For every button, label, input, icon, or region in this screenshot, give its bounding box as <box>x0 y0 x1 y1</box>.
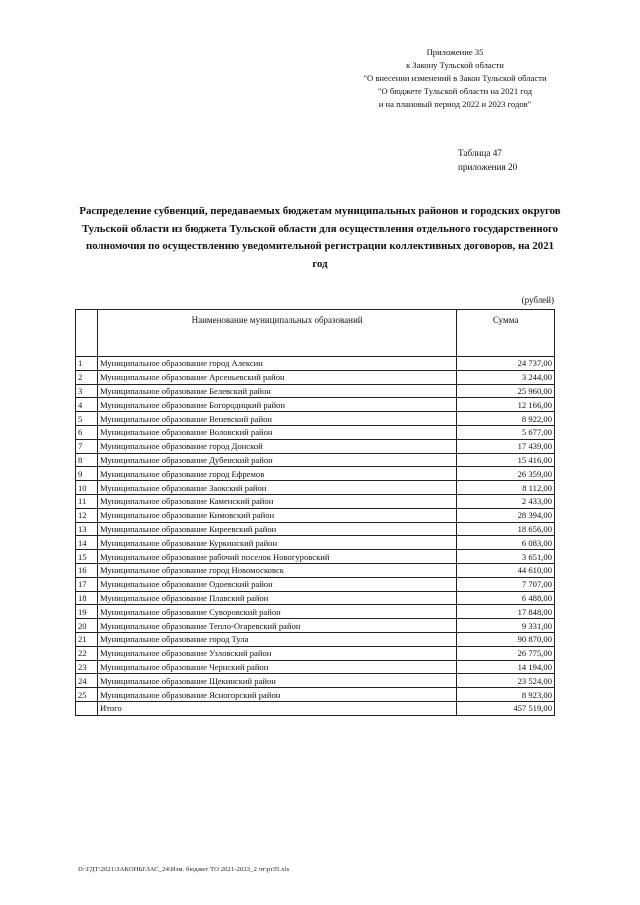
row-name: Муниципальное образование Киреевский район <box>97 522 456 536</box>
row-name: Муниципальное образование Ясногорский район <box>97 688 456 702</box>
row-name: Муниципальное образование город Ефремов <box>97 467 456 481</box>
row-name: Муниципальное образование Суворовский район <box>97 605 456 619</box>
table-row <box>76 370 555 384</box>
row-name: Муниципальное образование Заокский район <box>97 481 456 495</box>
row-sum: 8 112,00 <box>457 481 555 495</box>
row-number: 9 <box>76 467 98 481</box>
table-row <box>76 550 555 564</box>
row-name: Муниципальное образование Щекинский район <box>97 674 456 688</box>
row-number: 13 <box>76 522 98 536</box>
table-row <box>76 439 555 453</box>
row-sum: 26 359,00 <box>457 467 555 481</box>
row-sum: 17 848,00 <box>457 605 555 619</box>
row-number: 12 <box>76 508 98 522</box>
row-number: 16 <box>76 563 98 577</box>
row-name: Муниципальное образование Воловский район <box>97 425 456 439</box>
row-number: 7 <box>76 439 98 453</box>
table-row <box>76 674 555 688</box>
row-sum: 23 524,00 <box>457 674 555 688</box>
appendix-line-4: "О бюджете Тульской области на 2021 год <box>378 86 532 96</box>
row-number: 1 <box>76 357 98 371</box>
row-name: Муниципальное образование Белевский район <box>97 384 456 398</box>
row-number: 10 <box>76 481 98 495</box>
row-name: Муниципальное образование Арсеньевский район <box>97 370 456 384</box>
row-number: 11 <box>76 494 98 508</box>
row-number: 21 <box>76 632 98 646</box>
table-row <box>76 536 555 550</box>
table-row <box>76 522 555 536</box>
row-number: 18 <box>76 591 98 605</box>
row-name: Муниципальное образование город Алексин <box>97 357 456 371</box>
row-number: 14 <box>76 536 98 550</box>
table-row <box>76 467 555 481</box>
row-name: Муниципальное образование Узловский район <box>97 646 456 660</box>
row-sum: 6 488,00 <box>457 591 555 605</box>
table-header-row <box>76 310 555 357</box>
row-sum: 2 433,00 <box>457 494 555 508</box>
row-sum: 90 870,00 <box>457 632 555 646</box>
row-name: Муниципальное образование город Донской <box>97 439 456 453</box>
row-sum: 26 775,00 <box>457 646 555 660</box>
row-sum: 12 166,00 <box>457 398 555 412</box>
row-number: 3 <box>76 384 98 398</box>
units-label: (рублей) <box>521 295 554 305</box>
row-name: Муниципальное образование Кимовский район <box>97 508 456 522</box>
row-sum: 28 394,00 <box>457 508 555 522</box>
table-ref-line-2: приложения 20 <box>458 162 518 172</box>
row-name: Муниципальное образование Веневский район <box>97 412 456 426</box>
row-name: Муниципальное образование Куркинский район <box>97 536 456 550</box>
row-number: 19 <box>76 605 98 619</box>
row-sum: 18 656,00 <box>457 522 555 536</box>
row-sum: 3 651,00 <box>457 550 555 564</box>
table-row <box>76 508 555 522</box>
total-label: Итого <box>97 701 456 715</box>
row-sum: 17 439,00 <box>457 439 555 453</box>
table-row <box>76 453 555 467</box>
table-row <box>76 591 555 605</box>
row-number: 4 <box>76 398 98 412</box>
row-number: 17 <box>76 577 98 591</box>
table-row <box>76 660 555 674</box>
row-name: Муниципальное образование Каменский район <box>97 494 456 508</box>
row-name: Муниципальное образование Богородицкий район <box>97 398 456 412</box>
row-sum: 14 194,00 <box>457 660 555 674</box>
total-sum: 457 519,00 <box>457 701 555 715</box>
document-title: Распределение субвенций, передаваемых бюджетам муниципальных районов и городских округов Тульской области из бюджета Тульской области для осуществления отдельного государственного полномочия по осуществлению уведомительной регистрации коллективных договоров, на 2021 год <box>79 205 561 270</box>
row-number: 2 <box>76 370 98 384</box>
row-number: 22 <box>76 646 98 660</box>
row-number: 23 <box>76 660 98 674</box>
total-number <box>76 701 98 715</box>
table-row <box>76 357 555 371</box>
row-name: Муниципальное образование Плавский район <box>97 591 456 605</box>
header-name: Наименование муниципальных образований <box>97 310 456 357</box>
row-sum: 44 610,00 <box>457 563 555 577</box>
file-path-footer: D:\ГДТ\2021\ЗАКОНЫ\ЗАС_24\Изм. бюджет ТО 2021-2023_2 чт\pr35.xls <box>78 866 290 873</box>
row-sum: 25 960,00 <box>457 384 555 398</box>
table-row <box>76 577 555 591</box>
row-number: 25 <box>76 688 98 702</box>
table-row <box>76 646 555 660</box>
table-row <box>76 688 555 702</box>
table-row <box>76 481 555 495</box>
row-name: Муниципальное образование город Новомосковск <box>97 563 456 577</box>
row-name: Муниципальное образование Тепло-Огаревский район <box>97 619 456 633</box>
row-sum: 9 331,00 <box>457 619 555 633</box>
row-sum: 3 244,00 <box>457 370 555 384</box>
appendix-line-1: Приложение 35 <box>426 47 484 57</box>
row-sum: 7 707,00 <box>457 577 555 591</box>
table-reference <box>458 146 517 174</box>
table-row <box>76 563 555 577</box>
row-sum: 5 677,00 <box>457 425 555 439</box>
row-name: Муниципальное образование рабочий поселок Новогуровский <box>97 550 456 564</box>
row-sum: 24 737,00 <box>457 357 555 371</box>
total-row <box>76 701 555 715</box>
table-row <box>76 605 555 619</box>
row-sum: 8 923,00 <box>457 688 555 702</box>
row-sum: 6 083,00 <box>457 536 555 550</box>
table-row <box>76 412 555 426</box>
row-name: Муниципальное образование город Тула <box>97 632 456 646</box>
row-sum: 15 416,00 <box>457 453 555 467</box>
row-number: 5 <box>76 412 98 426</box>
row-sum: 8 922,00 <box>457 412 555 426</box>
row-number: 15 <box>76 550 98 564</box>
table-body <box>76 357 555 716</box>
appendix-line-3: "О внесении изменений в Закон Тульской области <box>363 73 547 83</box>
table-row <box>76 425 555 439</box>
table-row <box>76 632 555 646</box>
table-ref-line-1: Таблица 47 <box>458 148 502 158</box>
header-number <box>76 310 98 357</box>
subsidy-table <box>75 309 555 716</box>
row-number: 8 <box>76 453 98 467</box>
row-name: Муниципальное образование Одоевский район <box>97 577 456 591</box>
table-row <box>76 384 555 398</box>
row-name: Муниципальное образование Дубенский район <box>97 453 456 467</box>
appendix-header <box>330 46 580 111</box>
row-number: 24 <box>76 674 98 688</box>
row-number: 6 <box>76 425 98 439</box>
row-number: 20 <box>76 619 98 633</box>
row-name: Муниципальное образование Чернский район <box>97 660 456 674</box>
appendix-line-2: к Закону Тульской области <box>406 60 504 70</box>
table-row <box>76 619 555 633</box>
header-sum: Сумма <box>457 310 555 357</box>
appendix-line-5: и на плановый период 2022 и 2023 годов" <box>378 99 532 109</box>
table-row <box>76 494 555 508</box>
table-row <box>76 398 555 412</box>
